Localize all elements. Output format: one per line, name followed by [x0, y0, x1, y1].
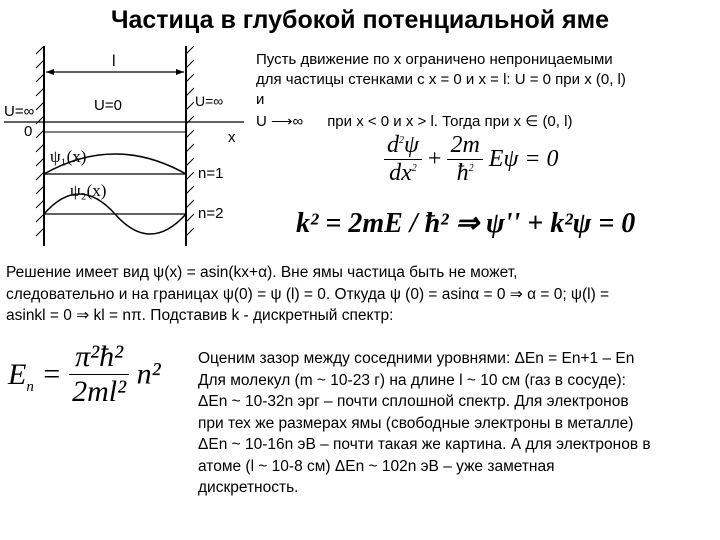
n2-label: n=2	[198, 205, 224, 222]
n1-label: n=1	[198, 165, 224, 182]
solution-line-1: Решение имеет вид ψ(x) = asin(kx+α). Вне ямы частица быть не может,	[6, 264, 518, 281]
estimate-line-2: Для молекул (m ~ 10-23 г) на длине l ~ 10 см (газ в сосуде):	[198, 371, 626, 389]
estimate-line-3: ΔEn ~ 10-32n эрг – почти сплошной спектр. Для электронов	[198, 393, 629, 410]
solution-line-3: asinkl = 0 ⇒ kl = nπ. Подставив k - дискретный спектр:	[6, 307, 394, 324]
intro-line-3: и	[256, 91, 265, 108]
zero-label: 0	[24, 123, 33, 140]
schrodinger-equation: $\frac{d^2\psi}{dx^2}$ + $\frac{2m}{ħ^2}$ Eψ = 0	[384, 132, 559, 187]
estimate-line-6: атоме (l ~ 10-8 см) ΔEn ~ 102n эВ – уже заметная	[198, 457, 555, 475]
intro-condition: при x < 0 и x > l. Тогда при x	[327, 113, 522, 130]
arrow-infinity-icon: ⟶∞	[271, 113, 304, 130]
solution-line-2: следовательно и на границах ψ(0) = ψ (l) = 0. Откуда ψ (0) = asinα = 0 ⇒ α = 0; ψ(l) =	[6, 285, 610, 303]
intro-line-1: Пусть движение по x ограничено непроницаемыми	[256, 51, 613, 68]
intro-line-4	[256, 112, 572, 132]
psi1-label: ψ₁(x)	[50, 147, 87, 166]
u-left-label: U=∞	[4, 103, 35, 120]
x-axis-label: x	[228, 129, 236, 146]
estimate-line-5: ΔEn ~ 10-16n эВ – почти такая же картина. А для электронов в	[198, 436, 651, 453]
estimate-line-7: дискретность.	[198, 479, 299, 496]
intro-u: U	[256, 113, 267, 130]
energy-levels-formula: $E_n$ = $\frac{\text{π²ħ²}}{\text{2ml²}}$ n²	[8, 340, 161, 408]
estimate-line-4: при тех же размерах ямы (свободные электроны в металле)	[198, 414, 634, 432]
estimate-paragraph	[198, 348, 651, 499]
solution-paragraph	[6, 262, 609, 327]
u-right-label: U=∞	[195, 93, 224, 109]
element-of-icon: ∈	[525, 113, 539, 130]
length-label: l	[112, 53, 116, 70]
psi2-label: ψ₂(x)	[70, 181, 107, 200]
potential-well-diagram	[4, 46, 248, 250]
intro-interval: (0, l)	[542, 113, 573, 130]
second-derivative-fraction: $\frac{d^2\psi}{dx^2}$	[384, 132, 422, 187]
u-mid-label: U=0	[94, 97, 122, 114]
intro-line-2: для частицы стенками с x = 0 и x = l: U = 0 при x (0, l)	[256, 71, 626, 88]
estimate-line-1: Оценим зазор между соседними уровнями: ΔEn = En+1 – En	[198, 350, 635, 367]
slide-title: Частица в глубокой потенциальной яме	[110, 6, 610, 34]
two-m-over-hbar-fraction: $\frac{2m}{ħ^2}$	[447, 132, 482, 187]
wave-number-equation: k² = 2mE / ħ² ⇒ ψ'' + k²ψ = 0	[296, 208, 636, 239]
